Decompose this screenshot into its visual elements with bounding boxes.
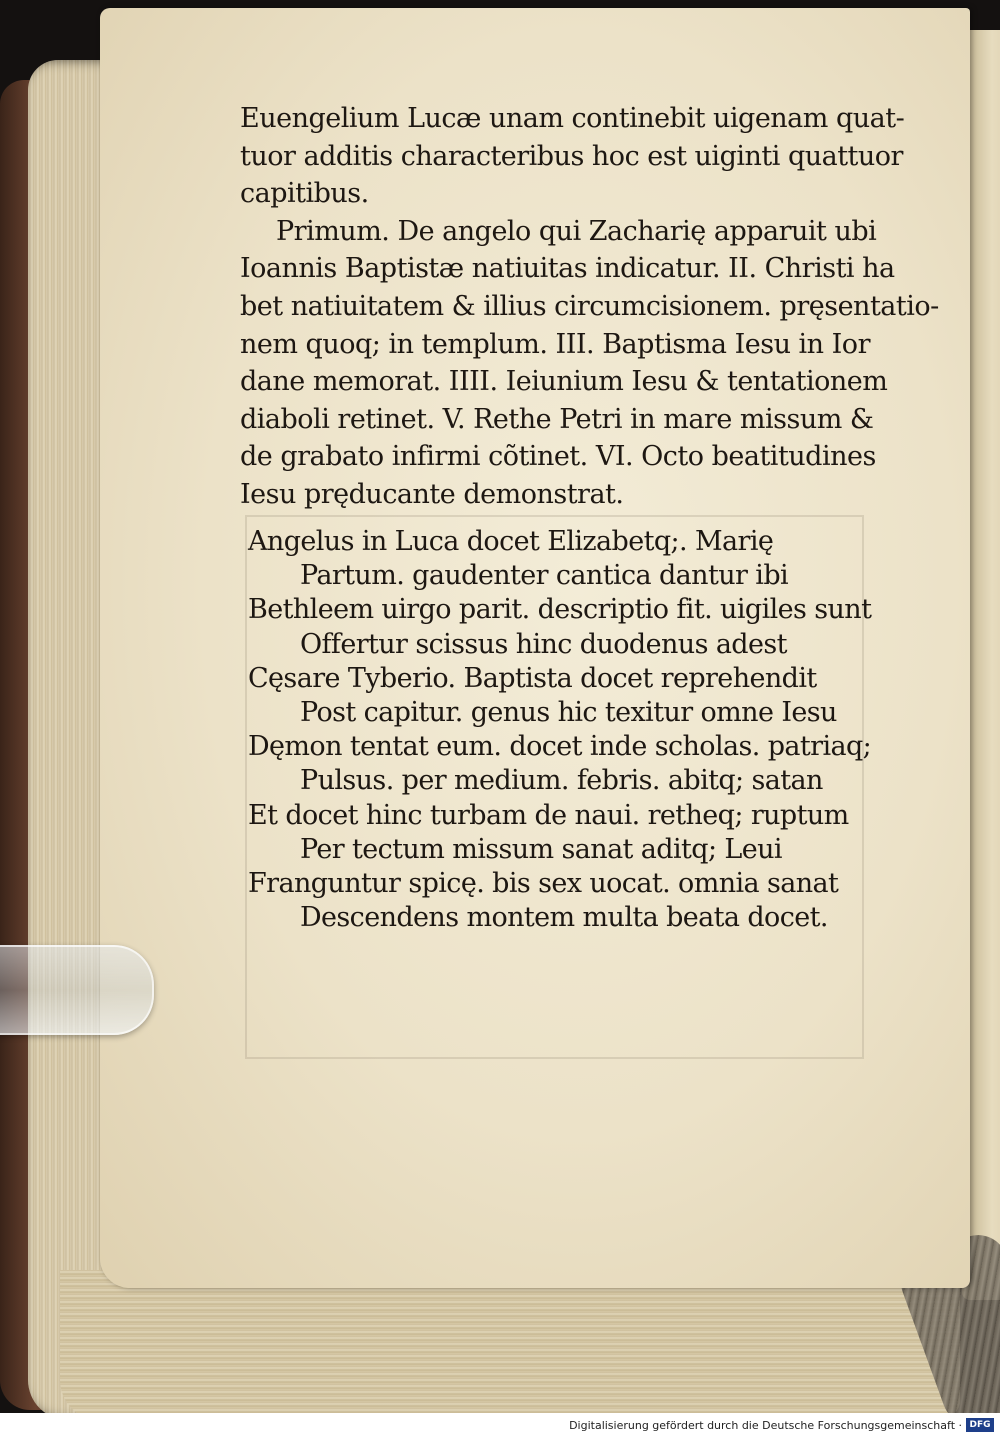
prose-line: de grabato infirmi cõtinet. VI. Octo beatitudines xyxy=(240,441,876,473)
verse-line: Post capitur. genus hic texitur omne Iesu xyxy=(300,696,837,728)
prose-line: Euengelium Lucæ unam continebit uigenam quat- xyxy=(240,103,905,134)
verse-line: Franguntur spicę. bis sex uocat. omnia sanat xyxy=(248,867,839,899)
prose-line: bet natiuitatem & illius circumcisionem. pręsentatio- xyxy=(240,290,939,322)
bottom-page-edges xyxy=(60,1270,960,1420)
prose-line: Iesu pręducante demonstrat. xyxy=(240,478,624,510)
verse-line: Dęmon tentat eum. docet inde scholas. patriaq; xyxy=(248,731,872,763)
prose-line: dane memorat. IIII. Ieiunium Iesu & tentationem xyxy=(240,366,888,398)
verse-line: Cęsare Tyberio. Baptista docet reprehendit xyxy=(248,662,817,694)
verse-line: Angelus in Luca docet Elizabetq;. Marię xyxy=(248,526,774,557)
funding-credit: Digitalisierung gefördert durch die Deutsche Forschungsgemeinschaft · xyxy=(569,1419,962,1432)
verse-line: Pulsus. per medium. febris. abitq; satan xyxy=(300,765,823,797)
prose-line: Primum. De angelo qui Zacharię apparuit ubi xyxy=(276,215,877,247)
verse-line: Bethleem uirgo parit. descriptio fit. uigiles sunt xyxy=(248,594,872,626)
prose-line: nem quoq; in templum. III. Baptisma Iesu in Ior xyxy=(240,328,870,360)
footer-bar xyxy=(0,1413,1000,1435)
prose-line: diaboli retinet. V. Rethe Petri in mare missum & xyxy=(240,403,874,435)
prose-line: tuor additis characteribus hoc est uiginti quattuor xyxy=(240,140,903,172)
page-clip xyxy=(0,945,154,1035)
prose-line: capitibus. xyxy=(240,178,369,210)
verse-line: Offertur scissus hinc duodenus adest xyxy=(300,628,787,660)
prose-block xyxy=(240,100,939,514)
verse-block xyxy=(248,525,872,935)
dfg-logo: DFG xyxy=(966,1418,994,1432)
verse-line: Per tectum missum sanat aditq; Leui xyxy=(300,833,782,865)
verse-line: Descendens montem multa beata docet. xyxy=(300,902,828,934)
prose-line: Ioannis Baptistæ natiuitas indicatur. II. Christi ha xyxy=(240,253,895,285)
verse-line: Et docet hinc turbam de naui. retheq; ruptum xyxy=(248,799,849,831)
verse-line: Partum. gaudenter cantica dantur ibi xyxy=(300,560,789,592)
